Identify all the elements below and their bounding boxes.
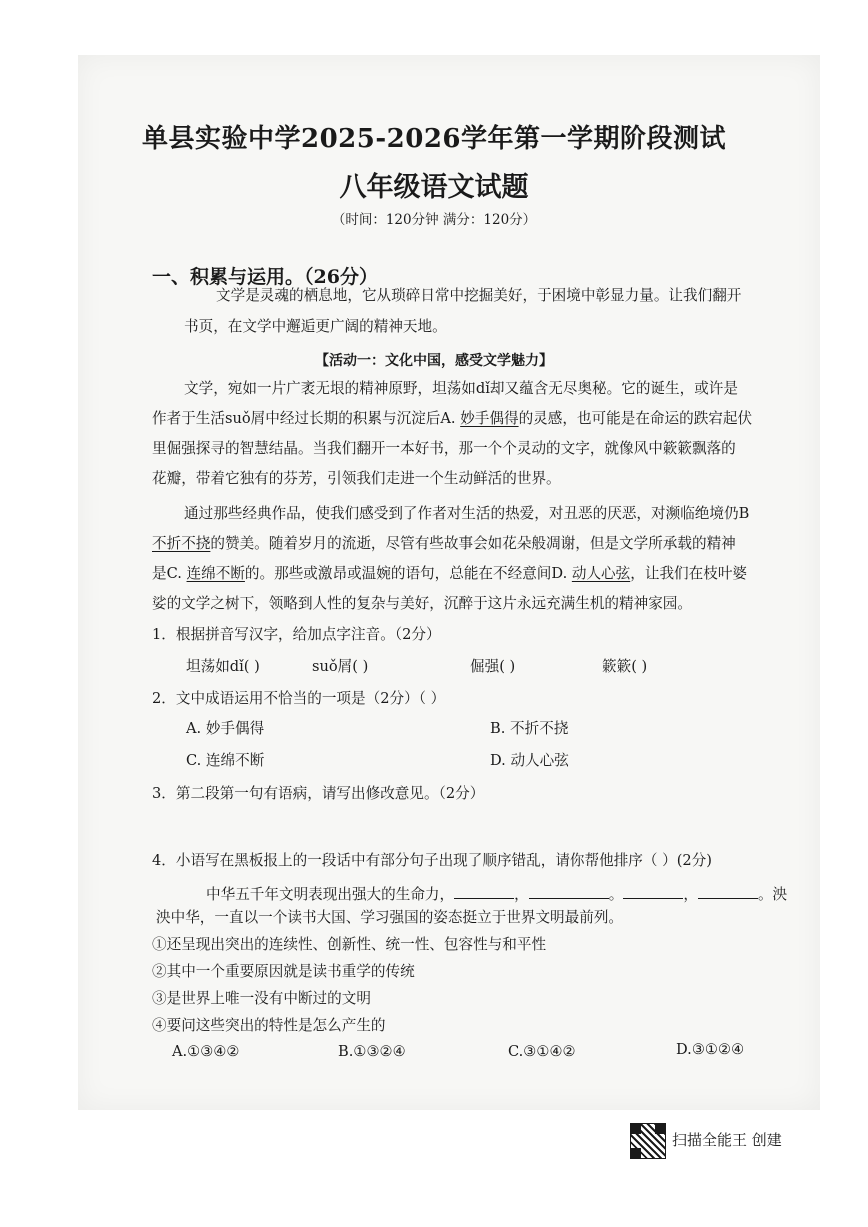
p1-line-1: 文学，宛如一片广袤无垠的精神原野，坦荡如dǐ却又蕴含无尽奥秘。它的诞生，或许是 xyxy=(184,380,738,397)
q2-option-a[interactable]: A. 妙手偶得 xyxy=(186,720,265,737)
idiom-d: 动人心弦 xyxy=(571,565,631,582)
qr-code-icon xyxy=(630,1123,666,1159)
idiom-b: 不折不挠 xyxy=(152,535,211,552)
p2-line-1: 通过那些经典作品，使我们感受到了作者对生活的热爱，对丑恶的厌恶，对濒临绝境仍B xyxy=(184,505,750,522)
q4-option-d[interactable]: D.③①②④ xyxy=(676,1041,745,1058)
intro-line-2: 书页，在文学中邂逅更广阔的精神天地。 xyxy=(184,318,447,335)
q2-option-c[interactable]: C. 连绵不断 xyxy=(186,752,265,769)
exam-meta: （时间：120分钟 满分：120分） xyxy=(331,212,537,228)
p2-line-4: 娑的文学之树下，领略到人性的复杂与美好，沉醉于这片永远充满生机的精神家园。 xyxy=(152,595,692,612)
p2-line-3 xyxy=(152,567,747,582)
idiom-a: 妙手偶得 xyxy=(460,410,519,427)
q2-option-b[interactable]: B. 不折不挠 xyxy=(490,720,569,737)
p1-line-2 xyxy=(152,412,752,427)
q4-blank-1[interactable] xyxy=(454,884,514,899)
q4-comma-2: ， xyxy=(683,886,698,903)
p2-line-2b: 的赞美。随着岁月的流逝，尽管有些故事会如花朵般凋谢，但是文学所承载的精神 xyxy=(210,535,736,552)
section-heading: 一、积累与运用。（26分） xyxy=(152,266,378,288)
p2-line-2 xyxy=(152,537,736,552)
q3-stem: 3．第二段第一句有语病，请写出修改意见。（2分） xyxy=(152,785,485,802)
activity-title: 【活动一：文化中国，感受文学魅力】 xyxy=(315,353,553,369)
q4-period: 。 xyxy=(608,886,624,903)
q4-blank-4[interactable] xyxy=(698,884,758,899)
q1-item-1[interactable]: 坦荡如dǐ( ) xyxy=(186,658,260,675)
q4-line-1 xyxy=(206,884,787,903)
p1-line-2b: 的灵感，也可能是在命运的跌宕起伏 xyxy=(518,410,753,427)
q4-option-a[interactable]: A.①③④② xyxy=(172,1043,240,1060)
q1-item-4[interactable]: 簌簌( ) xyxy=(602,658,648,675)
scanner-watermark: 扫描全能王 创建 xyxy=(672,1131,782,1149)
q2-stem: 2．文中成语运用不恰当的一项是（2分）（ ） xyxy=(152,690,446,707)
q1-item-2[interactable]: suǒ屑( ) xyxy=(312,658,369,675)
q4-blank-2[interactable] xyxy=(529,884,609,899)
q4-option-b[interactable]: B.①③②④ xyxy=(338,1043,406,1060)
p2-line-3b: 的。那些或激昂或温婉的语句，总能在不经意间D. xyxy=(244,565,572,582)
p1-line-3: 里倔强探寻的智慧结晶。当我们翻开一本好书，那一个个灵动的文字，就像风中簌簌飘落的 xyxy=(152,440,736,457)
q4-sentence-3: ③是世界上唯一没有中断过的文明 xyxy=(152,990,371,1007)
q1-item-3[interactable]: 倔强( ) xyxy=(470,658,516,675)
q4-comma-1: ， xyxy=(514,886,529,903)
intro-line-1: 文学是灵魂的栖息地，它从琐碎日常中挖掘美好，于困境中彰显力量。让我们翻开 xyxy=(216,287,742,304)
q4-stem: 4．小语写在黑板报上的一段话中有部分句子出现了顺序错乱，请你帮他排序（ ）(2分) xyxy=(152,852,712,869)
idiom-c: 连绵不断 xyxy=(186,565,245,582)
q4-line-1-end: 。泱 xyxy=(757,886,788,903)
q1-stem: 1．根据拼音写汉字，给加点字注音。（2分） xyxy=(152,626,441,643)
q4-sentence-1: ①还呈现出突出的连续性、创新性、统一性、包容性与和平性 xyxy=(152,936,547,953)
q4-blank-3[interactable] xyxy=(623,884,683,899)
p1-line-2a: 作者于生活suǒ屑中经过长期的积累与沉淀后A. xyxy=(152,410,461,427)
p2-line-3c: ，让我们在枝叶婆 xyxy=(630,565,748,582)
q4-sentence-4: ④要问这些突出的特性是怎么产生的 xyxy=(152,1017,386,1034)
q4-sentence-2: ②其中一个重要原因就是读书重学的传统 xyxy=(152,963,415,980)
school-title: 单县实验中学2025-2026学年第一学期阶段测试 xyxy=(141,124,727,154)
subject-title: 八年级语文试题 xyxy=(339,172,529,203)
q4-line-2: 泱中华，一直以一个读书大国、学习强国的姿态挺立于世界文明最前列。 xyxy=(156,909,624,926)
p1-line-4: 花瓣，带着它独有的芬芳，引领我们走进一个生动鲜活的世界。 xyxy=(152,470,561,487)
q2-option-d[interactable]: D. 动人心弦 xyxy=(490,752,569,769)
q4-option-c[interactable]: C.③①④② xyxy=(508,1043,576,1060)
p2-line-3a: 是C. xyxy=(152,565,187,582)
q4-line-1a: 中华五千年文明表现出强大的生命力， xyxy=(206,886,455,903)
